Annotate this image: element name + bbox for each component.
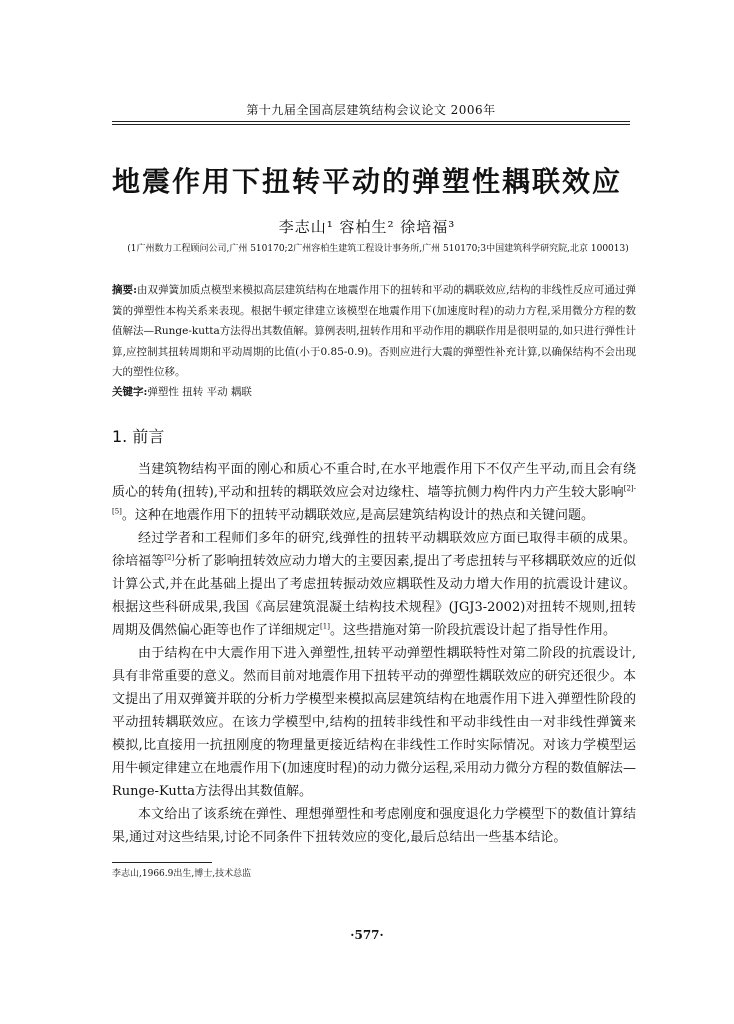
paragraph-1: 当建筑物结构平面的刚心和质心不重合时,在水平地震作用下不仅产生平动,而且会有绕质心的转角(扭转),平动和扭转的耦联效应会对边缘柱、墙等抗侧力构件内力产生较大影响[2]-[5]。这种在地震作用下的扭转平动耦联效应,是高层建筑结构设计的热点和关键问题。 bbox=[112, 462, 636, 523]
section-title: 前言 bbox=[132, 427, 165, 446]
footnote: 李志山,1966.9出生,博士,技术总监 bbox=[112, 869, 252, 879]
body-text bbox=[112, 458, 636, 849]
citation: [2]-[5] bbox=[112, 484, 636, 516]
footnote-rule bbox=[112, 862, 212, 863]
citation: [2] bbox=[164, 553, 175, 562]
page-number: ·577· bbox=[350, 928, 384, 942]
header-rule-bottom bbox=[112, 124, 630, 125]
keywords bbox=[112, 384, 636, 400]
header-rule-top bbox=[112, 121, 630, 122]
paragraph-2: 经过学者和工程师们多年的研究,线弹性的扭转平动耦联效应方面已取得丰硕的成果。徐培福等[2]分析了影响扭转效应动力增大的主要因素,提出了考虑扭转与平移耦联效应的近似计算公式,并在此基础上提出了考虑扭转振动效应耦联性及动力增大作用的抗震设计建议。根据这些科研成果,我国《高层建筑混凝土结构技术规程》(JGJ3-2002)对扭转不规则,扭转周期及偶然偏心距等也作了详细规定[1]。这些措施对第一阶段抗震设计起了指导性作用。 bbox=[112, 531, 636, 638]
paragraph-3: 由于结构在中大震作用下进入弹塑性,扭转平动弹塑性耦联特性对第二阶段的抗震设计,具有非常重要的意义。然而目前对地震作用下扭转平动的弹塑性耦联效应的研究还很少。本文提出了用双弹簧并联的分析力学模型来模拟高层建筑结构在地震作用下进入弹塑性阶段的平动扭转耦联效应。在该力学模型中,结构的扭转非线性和平动非线性由一对非线性弹簧来模拟,比直接用一抗扭刚度的物理量更接近结构在非线性工作时实际情况。对该力学模型运用牛顿定律建立在地震作用下(加速度时程)的动力微分运程,采用动力微分方程的数值解法—Runge-Kutta方法得出其数值解。 bbox=[112, 646, 636, 799]
keywords-label: 关键字: bbox=[112, 386, 148, 398]
abstract bbox=[112, 280, 636, 383]
paper-title: 地震作用下扭转平动的弹塑性耦联效应 bbox=[111, 165, 622, 198]
paragraph-4: 本文给出了该系统在弹性、理想弹塑性和考虑刚度和强度退化力学模型下的数值计算结果,通过对这些结果,讨论不同条件下扭转效应的变化,最后总结出一些基本结论。 bbox=[112, 807, 636, 845]
abstract-text: 由双弹簧加质点模型来模拟高层建筑结构在地震作用下的扭转和平动的耦联效应,结构的非线性反应可通过弹簧的弹塑性本构关系来表现。根据牛顿定律建立该模型在地震作用下(加速度时程)的动力方程,采用微分方程的数值解法—Runge-kutta方法得出其数值解。算例表明,扭转作用和平动作用的耦联作用是很明显的,如只进行弹性计算,应控制其扭转周期和平动周期的比值(小于0.85-0.9)。否则应进行大震的弹塑性补充计算,以确保结构不会出现大的塑性位移。 bbox=[112, 284, 636, 378]
section-number: 1. bbox=[112, 427, 128, 446]
abstract-label: 摘要: bbox=[112, 284, 137, 296]
section-heading bbox=[112, 424, 164, 447]
keywords-text: 弹塑性 扭转 平动 耦联 bbox=[147, 386, 252, 398]
author-list: 李志山¹ 容柏生² 徐培福³ bbox=[278, 218, 456, 236]
conference-header: 第十九届全国高层建筑结构会议论文 2006年 bbox=[246, 103, 496, 117]
affiliations: (1广州数力工程顾问公司,广州 510170;2广州容柏生建筑工程设计事务所,广州 510170;3中国建筑科学研究院,北京 100013) bbox=[127, 244, 629, 254]
citation: [1] bbox=[320, 622, 330, 631]
